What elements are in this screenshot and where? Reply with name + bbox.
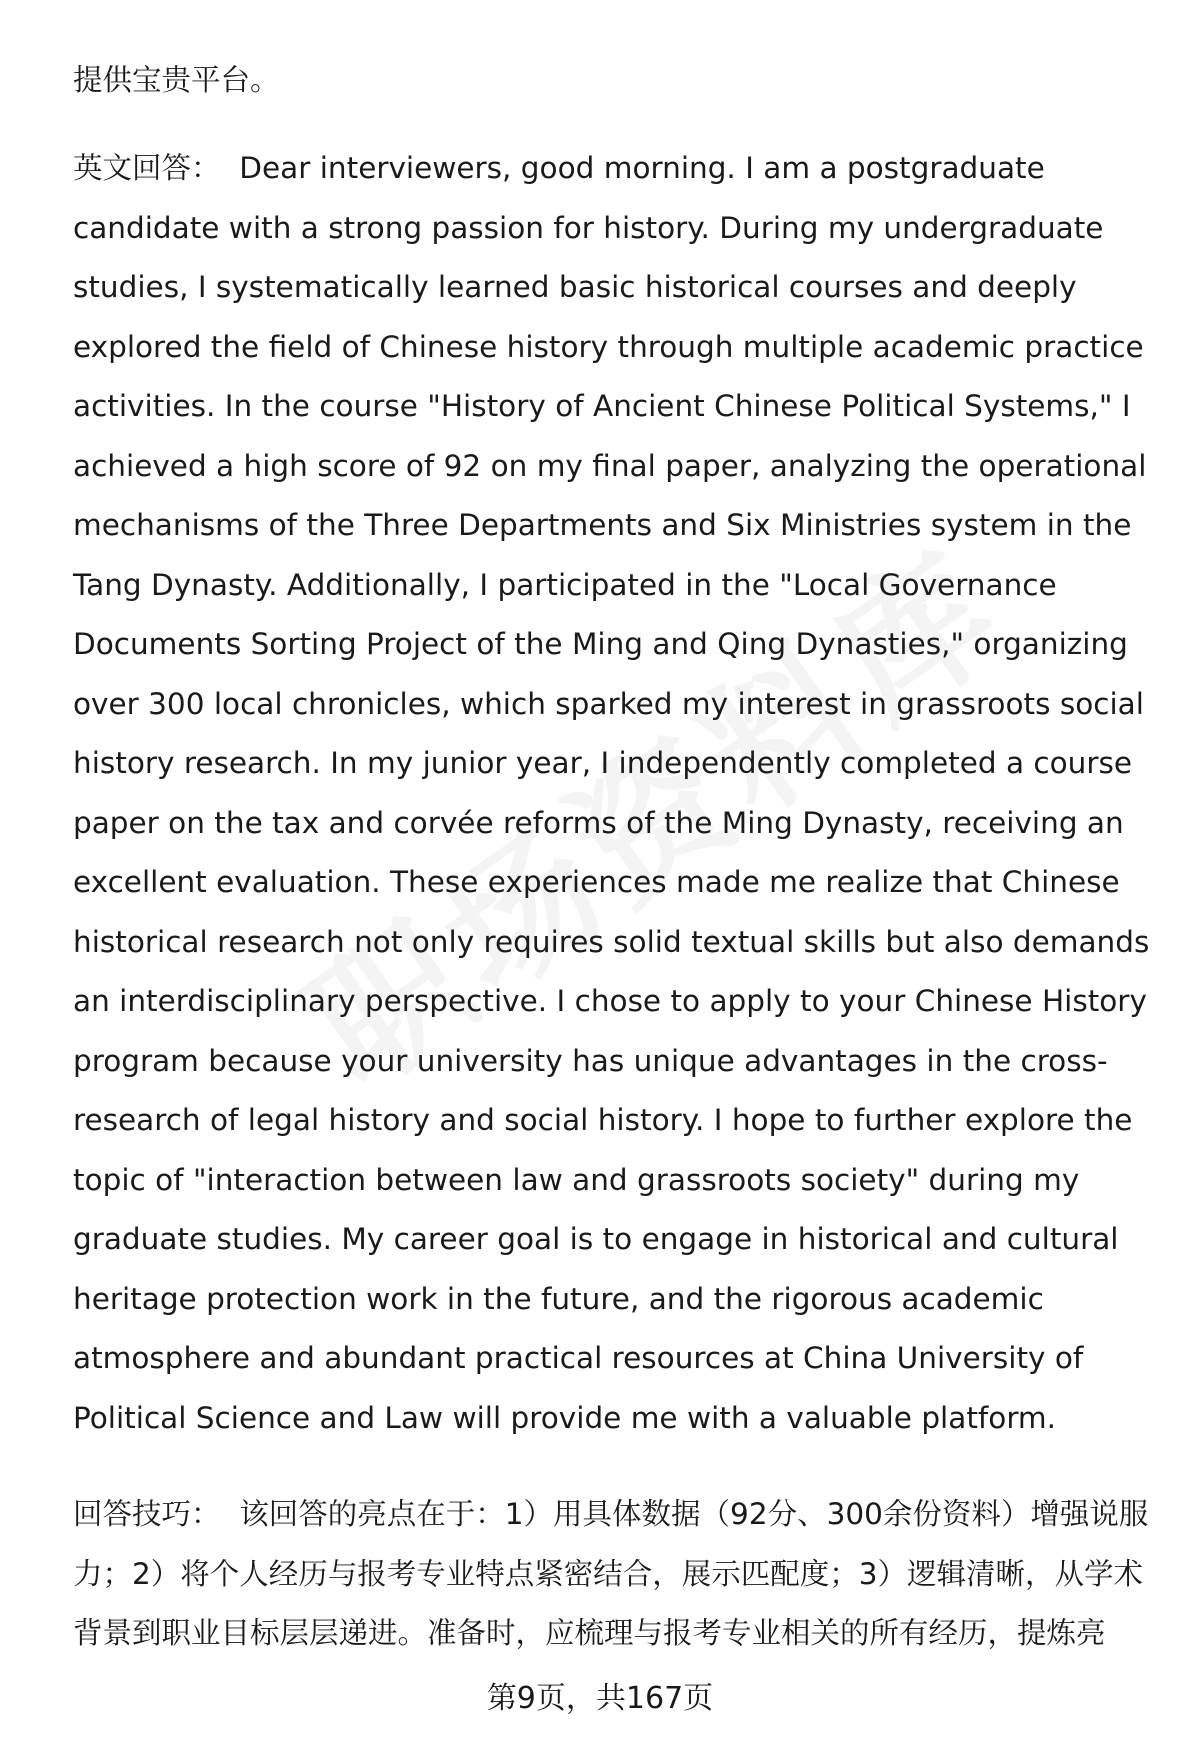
english-answer-label: 英文回答： [73,151,221,185]
english-answer-paragraph [73,139,1163,1448]
english-answer-text: Dear interviewers, good morning. I am a postgraduate candidate with a strong passion for history. During my undergraduate studies, I systematically learned basic historical courses and deeply explored the field of Chinese history through multiple academic practice activities. In the course "History of Ancient Chinese Political Systems," I achieved a high score of 92 on my final paper, analyzing the operational mechanisms of the Three Departments and Six Ministries system in the Tang Dynasty. Additionally, I participated in the "Local Governance Documents Sorting Project of the Ming and Qing Dynasties," organizing over 300 local chronicles, which sparked my interest in grassroots social history research. In my junior year, I independently completed a course paper on the tax and corvée reforms of the Ming Dynasty, receiving an excellent evaluation. These experiences made me realize that Chinese historical research not only requires solid textual skills but also demands an interdisciplinary perspective. I chose to apply to your Chinese History program because your university has unique advantages in the cross-research of legal history and social history. I hope to further explore the topic of "interaction between law and grassroots society" during my graduate studies. My career goal is to engage in historical and cultural heritage protection work in the future, and the rigorous academic atmosphere and abundant practical resources at China University of Political Science and Law will provide me with a valuable platform. [73,151,1150,1435]
answer-tips-text: 该回答的亮点在于：1）用具体数据（92分、300余份资料）增强说服力；2）将个人经历与报考专业特点紧密结合，展示匹配度；3）逻辑清晰，从学术背景到职业目标层层递进。准备时，应梳理与报考专业相关的所有经历，提炼亮 [73,1497,1149,1650]
answer-tips-label: 回答技巧： [73,1497,221,1531]
page-number: 第9页，共167页 [486,1681,714,1716]
continuation-text: 提供宝贵平台。 [73,63,280,97]
answer-tips-paragraph [73,1485,1163,1664]
